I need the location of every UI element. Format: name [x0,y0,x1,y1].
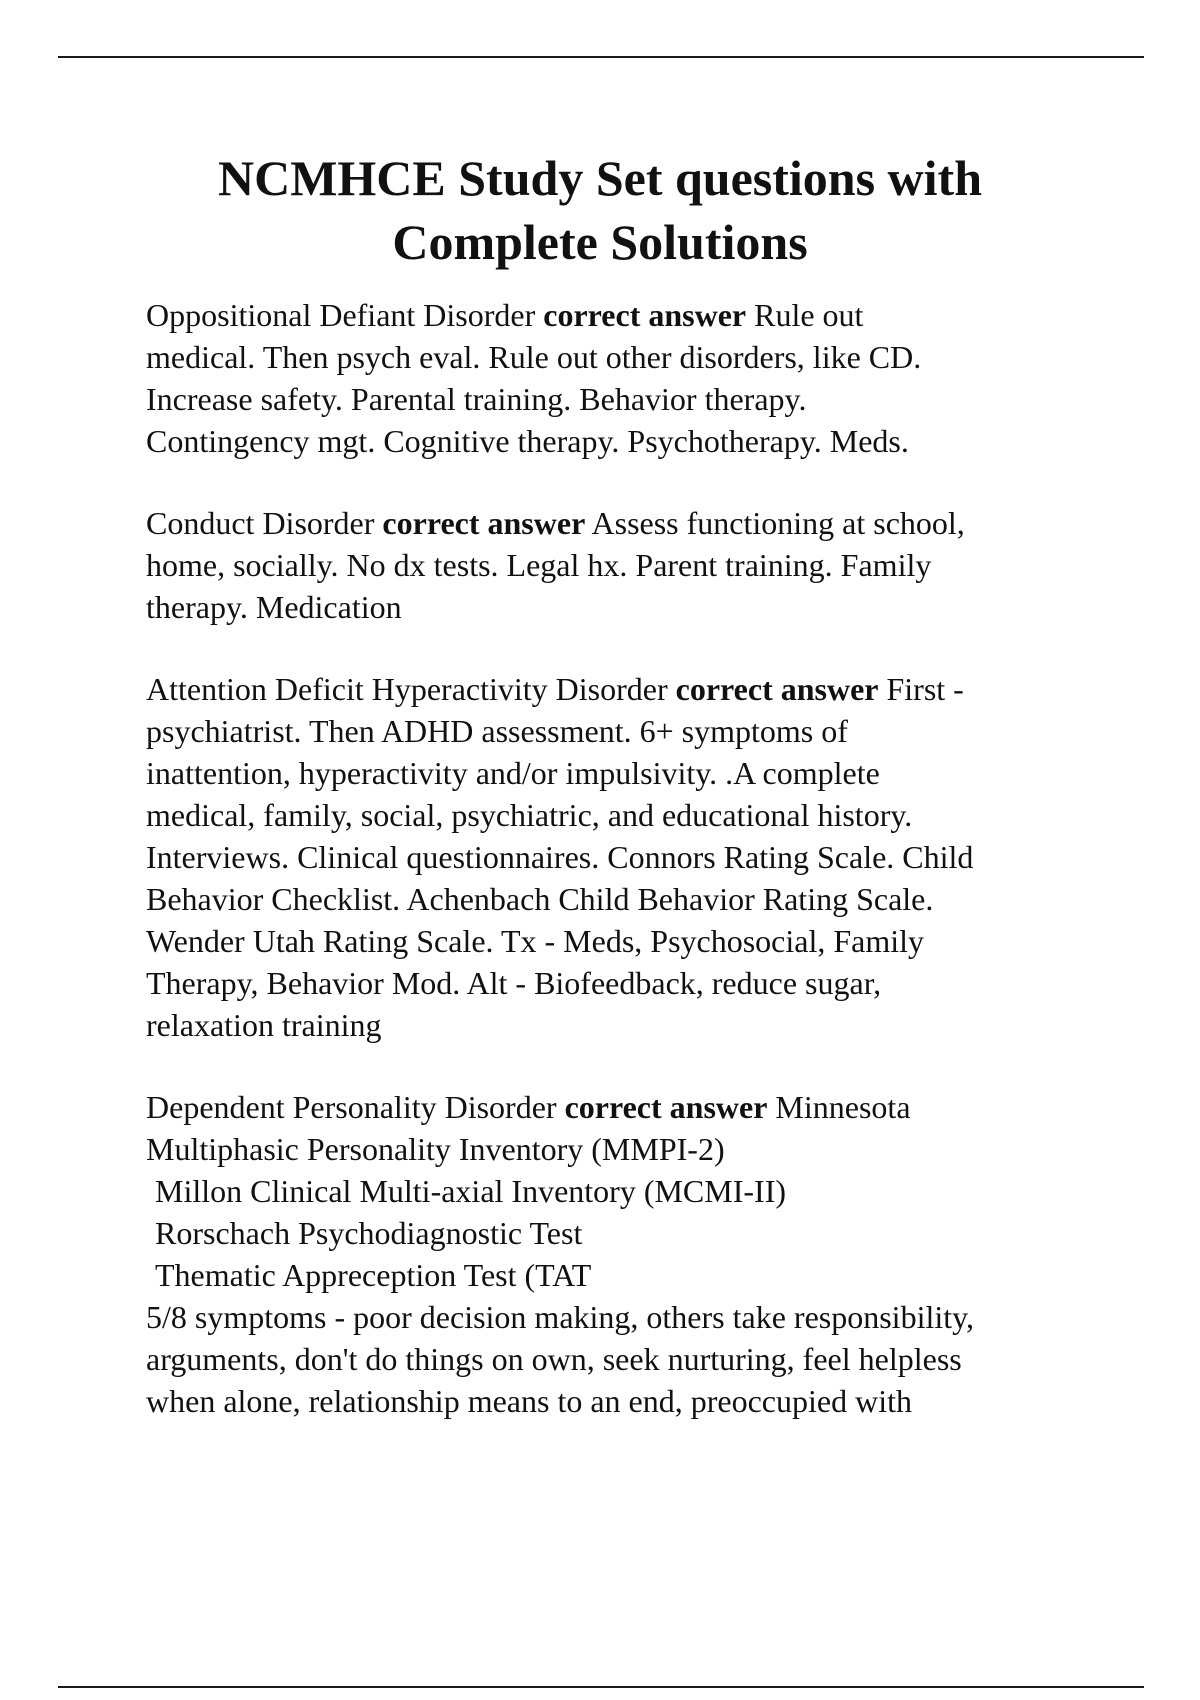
qa-entry-dependent-personality [146,1086,1146,1422]
title-line: Complete Solutions [392,214,808,270]
entry-term: Conduct Disorder [146,505,375,541]
entry-line [146,502,1146,544]
entry-line [146,294,1146,336]
answer-text: Increase safety. Parental training. Behavior therapy. [146,381,807,417]
answer-text: Thematic Appreception Test (TAT [155,1257,592,1293]
answer-text: psychiatrist. Then ADHD assessment. 6+ symptoms of [146,713,848,749]
answer-text: Therapy, Behavior Mod. Alt - Biofeedback, reduce sugar, [146,965,882,1001]
answer-text: Millon Clinical Multi-axial Inventory (MCMI-II) [155,1173,786,1209]
answer-text: Rule out [754,297,864,333]
answer-text: Multiphasic Personality Inventory (MMPI-2) [146,1131,725,1167]
qa-entry-adhd [146,668,1146,1046]
answer-text: First - [886,671,964,707]
answer-text: medical, family, social, psychiatric, and educational history. [146,797,913,833]
document-body [146,294,1146,1462]
qa-entry-conduct-disorder [146,502,1146,628]
answer-text: when alone, relationship means to an end, preoccupied with [146,1383,912,1419]
answer-text: inattention, hyperactivity and/or impulsivity. .A complete [146,755,880,791]
answer-text: Rorschach Psychodiagnostic Test [155,1215,583,1251]
answer-text: arguments, don't do things on own, seek nurturing, feel helpless [146,1341,962,1377]
entry-line [146,1086,1146,1128]
correct-answer-label: correct answer [382,505,586,541]
entry-term: Attention Deficit Hyperactivity Disorder [146,671,668,707]
answer-text: Interviews. Clinical questionnaires. Connors Rating Scale. Child [146,839,974,875]
correct-answer-label: correct answer [675,671,879,707]
answer-text: Behavior Checklist. Achenbach Child Behavior Rating Scale. [146,881,934,917]
answer-text: medical. Then psych eval. Rule out other disorders, like CD. [146,339,922,375]
document-title [100,146,1100,274]
answer-text: 5/8 symptoms - poor decision making, others take responsibility, [146,1299,975,1335]
answer-text: home, socially. No dx tests. Legal hx. Parent training. Family [146,547,932,583]
correct-answer-label: correct answer [564,1089,768,1125]
entry-line [146,668,1146,710]
answer-text: therapy. Medication [146,589,402,625]
answer-text: Wender Utah Rating Scale. Tx - Meds, Psychosocial, Family [146,923,925,959]
top-rule [58,56,1144,58]
entry-term: Dependent Personality Disorder [146,1089,557,1125]
entry-term: Oppositional Defiant Disorder [146,297,536,333]
bottom-rule [58,1686,1144,1688]
answer-text: relaxation training [146,1007,382,1043]
qa-entry-oppositional-defiant [146,294,1146,462]
correct-answer-label: correct answer [543,297,747,333]
answer-text: Contingency mgt. Cognitive therapy. Psychotherapy. Meds. [146,423,909,459]
answer-text: Assess functioning at school, [591,505,965,541]
title-line: NCMHCE Study Set questions with [217,150,982,206]
answer-text: Minnesota [775,1089,911,1125]
